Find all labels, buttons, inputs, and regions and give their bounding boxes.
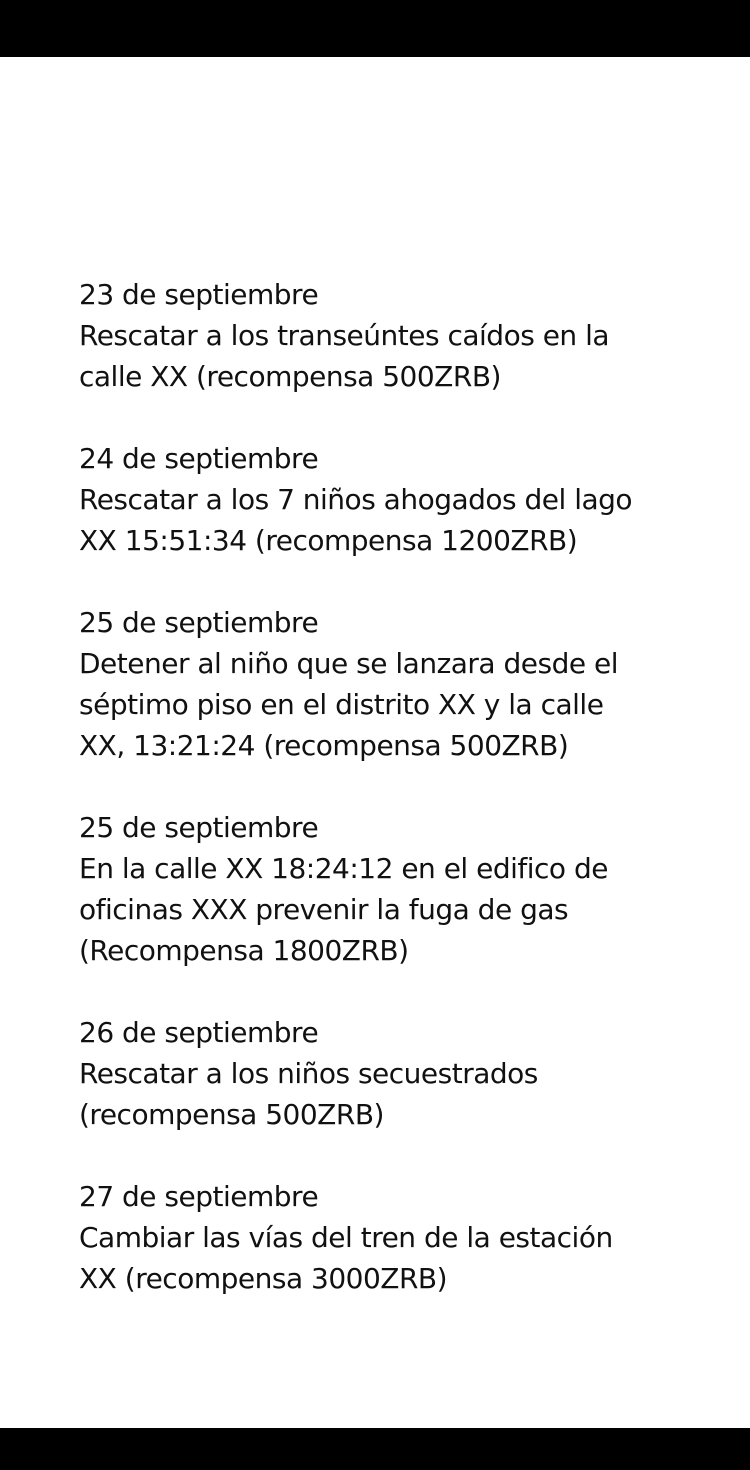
entry-text-line: oficinas XXX prevenir la fuga de gas <box>79 893 569 926</box>
mission-entry <box>79 1012 699 1135</box>
entry-text-line: calle XX (recompensa 500ZRB) <box>79 360 501 393</box>
entry-date: 23 de septiembre <box>79 278 319 311</box>
entry-text-line: Cambiar las vías del tren de la estación <box>79 1221 613 1254</box>
entry-text-line: En la calle XX 18:24:12 en el edifico de <box>79 852 608 885</box>
entry-date: 24 de septiembre <box>79 442 319 475</box>
mission-entry <box>79 1176 699 1299</box>
entry-text-line: XX 15:51:34 (recompensa 1200ZRB) <box>79 524 578 557</box>
mission-entry <box>79 602 699 766</box>
entry-date: 26 de septiembre <box>79 1016 319 1049</box>
bottom-black-bar <box>0 1428 750 1470</box>
entry-text-line: Rescatar a los niños secuestrados <box>79 1057 538 1090</box>
mission-entry <box>79 807 699 971</box>
mission-entry <box>79 438 699 561</box>
entry-text-line: (Recompensa 1800ZRB) <box>79 934 409 967</box>
entry-text-line: XX, 13:21:24 (recompensa 500ZRB) <box>79 729 569 762</box>
entry-text-line: Rescatar a los 7 niños ahogados del lago <box>79 483 633 516</box>
mission-entry <box>79 274 699 397</box>
entry-text-line: (recompensa 500ZRB) <box>79 1098 384 1131</box>
entry-text-line: Rescatar a los transeúntes caídos en la <box>79 319 609 352</box>
entry-date: 25 de septiembre <box>79 811 319 844</box>
top-black-bar <box>0 0 750 57</box>
mission-list <box>79 274 699 1299</box>
entry-text-line: séptimo piso en el distrito XX y la calle <box>79 688 604 721</box>
entry-text-line: XX (recompensa 3000ZRB) <box>79 1262 448 1295</box>
entry-date: 27 de septiembre <box>79 1180 319 1213</box>
entry-date: 25 de septiembre <box>79 606 319 639</box>
entry-text-line: Detener al niño que se lanzara desde el <box>79 647 618 680</box>
